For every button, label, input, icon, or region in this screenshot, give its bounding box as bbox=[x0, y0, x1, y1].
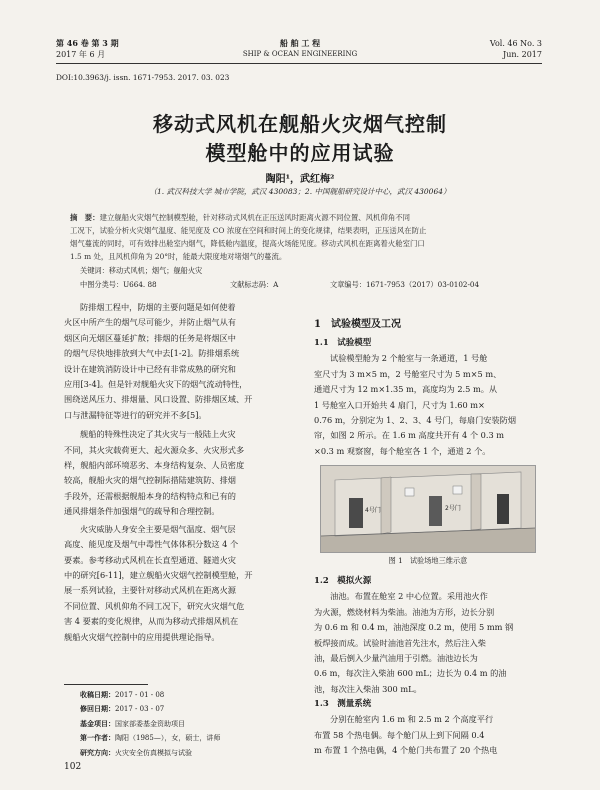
footnote-received: 收稿日期：2017 - 01 - 08 bbox=[80, 690, 165, 699]
footnote-funding: 基金项目：国家部委基金资助项目 bbox=[80, 718, 185, 728]
header-left bbox=[56, 38, 119, 60]
footnote-research: 研究方向：火灾安全仿真模拟与试验 bbox=[80, 747, 192, 757]
affiliation: （1. 武汉科技大学 城市学院，武汉 430083；2. 中国舰船研究设计中心，武汉 430064） bbox=[149, 187, 451, 196]
figure-1-caption: 图 1 试验场地三维示意 bbox=[388, 556, 468, 565]
doi: DOI:10.3963/j. issn. 1671-7953. 2017. 03. 023 bbox=[56, 73, 230, 82]
subsection-heading: 1.3 测量系统 bbox=[314, 699, 372, 709]
footnote-author: 第一作者：陶阳（1985—），女，硕士，讲师 bbox=[80, 733, 221, 743]
date-en: Jun. 2017 bbox=[503, 50, 542, 59]
clc-number: 中图分类号：U664. 88 bbox=[80, 280, 157, 289]
figure-label-door-4: 4号门 bbox=[365, 507, 381, 514]
abstract bbox=[70, 211, 534, 263]
footnote-rule bbox=[64, 684, 148, 685]
door-4-mark bbox=[349, 498, 363, 528]
footnotes bbox=[80, 688, 300, 760]
subsection-heading: 1.1 试验模型 bbox=[314, 338, 372, 348]
page-number: 102 bbox=[64, 762, 82, 772]
figure-label-door-2: 2号门 bbox=[445, 505, 461, 512]
paragraph: 防排烟工程中，防烟的主要问题是如何使着 火区中所产生的烟气尽可能少，并防止烟气从有 烟区向无烟区蔓延扩散；排烟的任务是将烟区中 的烟气尽快地排放到大气中去[1-2]。防排烟系统 设计在建筑消防设计中已经有非常成熟的研究和 应用[3-4]。但是针对舰船火灾下的烟气流动特性， 围绕送风压力、排烟量、风口设置、防排烟区域、开 口与泄漏特征等进行的研究并不多[5]。 bbox=[64, 302, 253, 420]
paragraph: 火灾威胁人身安全主要是烟气温度、烟气层 高度、能见度及烟气中毒性气体体积分数这 4 个 要素。参考移动式风机在长直型通道、隧道火灾 中的研究[6-11]，建立舰船火灾烟气控制模型舱，开 展一系列试验，主要针对移动式风机在距离火源 不同位置、风机仰角不同工况下，研究火灾烟气危 害 4 要素的变化规律，从而为移动式排烟风机在 舰船火灾烟气控制中的应用提供理论指导。 bbox=[64, 523, 253, 642]
door-2-mark bbox=[497, 494, 509, 524]
footnote-revised: 修回日期：2017 - 03 - 07 bbox=[80, 704, 165, 714]
section-1-1: 1.1 试验模型 试验模型舱为 2 个舱室与一条通道，1 号舱 室尺寸为 3 m×5 m，2 号舱室尺寸为 5 m×5 m、 通道尺寸为 12 m×1.35 m，高度均为 2.5 m。从 1 号舱室入口开始共 4 扇门，尺寸为 1.60 m× 0.76 m，分别定为 1、2、3、4 号门，每扇门安装防烟 帘，如图 2 所示。在 1.6 m 高度共开有 4 个 0.3 m ×0.3 m 观察窗，每个舱室各 1 个，通道 2 个。 bbox=[314, 336, 542, 459]
journal-cn: 船 舶 工 程 bbox=[279, 38, 321, 48]
authors: 陶阳¹，武红梅² bbox=[265, 174, 335, 185]
section-1-2: 1.2 模拟火源 油池。布置在舱室 2 中心位置。采用池火作 为火源，燃烧材料为柴油。油池为方形，边长分别 为 0.6 m 和 0.4 m，油池深度 0.2 m，使用 5 mm 钢 板焊接而成。试验时油池首先注水，然后注入柴 油，最后倒入少量汽油用于引燃。油池边长为 0.6 m，每次注入柴油 600 mL；边长为 0.4 m 的油 池，每次注入柴油 300 mL。 bbox=[314, 574, 542, 697]
figure-1-image bbox=[320, 465, 536, 553]
document-code: 文献标志码：A bbox=[230, 280, 279, 289]
subsection-heading: 1.2 模拟火源 bbox=[314, 576, 372, 586]
header-rule bbox=[56, 63, 542, 64]
section-heading-1: 1 试验模型及工况 bbox=[314, 319, 401, 330]
section-1-3: 1.3 测量系统 分别在舱室内 1.6 m 和 2.5 m 2 个高度平行 布置 58 个热电偶。每个舱门从上到下间隔 0.4 m 布置 1 个热电偶，4 个舱门共布置了 20 个热电 bbox=[314, 697, 542, 759]
title-line-1: 移动式风机在舰船火灾烟气控制 bbox=[153, 112, 447, 136]
abstract-label: 摘 要： bbox=[70, 213, 100, 222]
door-3-mark bbox=[429, 496, 442, 526]
test-site-schematic bbox=[321, 466, 535, 552]
article-number: 文章编号：1671-7953（2017）03-0102-04 bbox=[330, 280, 480, 289]
header-center bbox=[200, 38, 400, 60]
volume-en: Vol. 46 No. 3 bbox=[489, 39, 542, 48]
paragraph: 舰船的特殊性决定了其火灾与一般陆上火灾 不同，其火灾载荷更大、起火源众多、火灾形式多 样，舰船内部环境恶劣、本身结构复杂、人员密度 较高，舰船火灾的烟气控制际措陆建筑防、排烟 手段外，还需根据舰船本身的结构特点和已有的 通风排烟条件加强烟气的疏导和合理控制。 bbox=[64, 429, 245, 517]
header-right bbox=[490, 38, 542, 60]
abstract-line: 摘 要：建立舰船火灾烟气控制模型舱，针对移动式风机在正压送风时距离火源不同位置、风机仰角不同 bbox=[70, 213, 410, 222]
left-column bbox=[64, 300, 300, 645]
journal-en: SHIP & OCEAN ENGINEERING bbox=[242, 50, 358, 58]
keywords: 关键词：移动式风机；烟气；舰船火灾 bbox=[80, 266, 203, 275]
date-cn: 2017 年 6 月 bbox=[56, 50, 106, 59]
abstract-line: 工况下，试验分析火灾烟气温度、能见度及 CO 浓度在空间和时间上的变化规律，结果表明，正压送风在防止 bbox=[70, 226, 427, 235]
abstract-line: 烟气蔓流的同时，可有效排出舱室内烟气，降低舱内温度，提高火场能见度。移动式风机在距离着火舱室门口 bbox=[70, 239, 425, 248]
abstract-line: 1.5 m 处，且风机仰角为 20°时，能最大限度地对堵烟气的蔓流。 bbox=[70, 252, 287, 261]
volume-cn: 第 46 卷 第 3 期 bbox=[56, 38, 119, 48]
title-line-2: 模型舱中的应用试验 bbox=[205, 141, 395, 165]
